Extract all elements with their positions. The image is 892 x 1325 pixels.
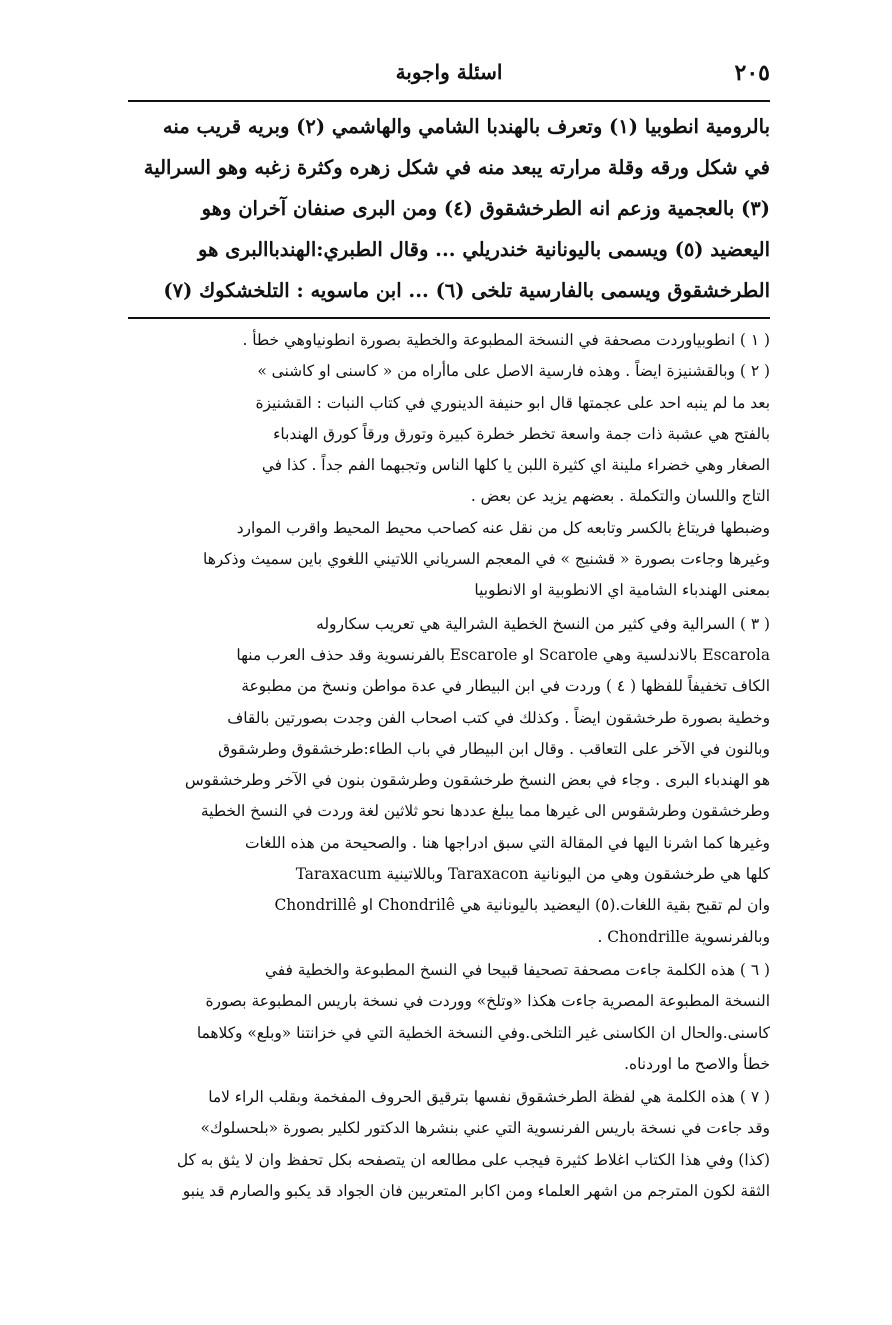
footnote-3 [128, 609, 770, 953]
main-text [128, 106, 770, 311]
footnote-line: خطأ والاصح ما اوردناه. [624, 1054, 770, 1073]
footnote-line: كاسنى.والحال ان الكاسنى غير التلخى.وفي النسخة الخطية التي في خزانتنا «وبلع» وكلاهما [196, 1023, 770, 1042]
footnote-separator [128, 317, 770, 319]
main-text-line: الطرخشقوق ويسمى بالفارسية تلخى (٦) ... ابن ماسويه : التلخشكوك (٧) [163, 279, 770, 302]
footnote-line: الصغار وهي خضراء ملينة اي كثيرة اللبن يا كلها الناس وتجبهما الفم جداً . كذا في [261, 456, 770, 475]
footnote-line: ( ١ ) انطوبياوردت مصحفة في النسخة المطبوعة والخطية بصورة انطونياوهي خطأ . [242, 331, 770, 349]
footnote-1 [128, 325, 770, 356]
footnote-line: النسخة المطبوعة المصرية جاءت هكذا «وتلخ» ووردت في نسخة باريس المطبوعة بصورة [205, 992, 770, 1011]
footnote-line: كلها هي طرخشقون وهي من اليونانية Taraxacon وباللاتينية Taraxacum [295, 865, 770, 884]
running-title: اسئلة واجوبة [395, 60, 503, 84]
footnote-2 [128, 356, 770, 606]
main-text-line: بالرومية انطوبيا (١) وتعرف بالهندبا الشامي والهاشمي (٢) وبريه قريب منه [162, 115, 770, 138]
footnote-line: وخطية بصورة طرخشقون ايضاً . وكذلك في كتب اصحاب الفن وجدت بصورتين بالقاف [227, 708, 770, 727]
footnote-line: ( ٦ ) هذه الكلمة جاءت مصحفة تصحيفا قبيحا في النسخ المطبوعة والخطية ففي [264, 960, 770, 979]
footnote-line: ( ٣ ) السرالية وفي كثير من النسخ الخطية الشرالية هي تعريب سكاروله [316, 614, 770, 633]
footnote-line: وغيرها كما اشرنا اليها في المقالة التي سبق ادراجها هنا . والصحيحة من هذه اللغات [244, 833, 770, 852]
main-text-line: في شكل ورقه وقلة مرارته يبعد منه في شكل زهره وكثرة زغبه وهو السرالية [143, 156, 770, 179]
footnote-line: بالفتح هي عشبة ذات جمة واسعة تخطر خطرة كبيرة وتورق ورقاً كورق الهندباء [273, 424, 770, 443]
footnote-line: الثقة لكون المترجم من اشهر العلماء ومن اكابر المتعربين فان الجواد قد يكبو والصارم قد ينبو [182, 1182, 770, 1201]
footnote-line: التاج واللسان والتكملة . بعضهم يزيد عن بعض . [470, 487, 770, 506]
footnote-line: الكاف تخفيفاً للفظها ( ٤ ) وردت في ابن البيطار في عدة مواطن ونسخ من مطبوعة [241, 677, 770, 696]
footnote-7 [128, 1082, 770, 1207]
footnote-line: وان لم تقبح بقية اللغات.(٥) اليعضيد باليونانية هي Chondrilê او Chondrillê [274, 896, 770, 915]
footnote-line: ( ٢ ) وبالقشنيزة ايضاً . وهذه فارسية الاصل على ماأراه من « كاسنى او كاشنى » [257, 362, 770, 381]
page-number: ٢٠٥ [734, 60, 770, 86]
footnote-line: وقد جاءت في نسخة باريس الفرنسوية التي عني بنشرها الدكتور لكلير بصورة «بلحسلوك» [200, 1119, 770, 1138]
footnote-6 [128, 955, 770, 1080]
footnote-line: وبالفرنسوية Chondrille . [597, 927, 770, 946]
main-text-line: اليعضيد (٥) ويسمى باليونانية خندريلي ... وقال الطبري:الهندباالبرى هو [198, 238, 770, 261]
footnote-line: بمعنى الهندباء الشامية اي الانطوبية او الانطوبيا [474, 581, 770, 600]
footnote-line: (كذا) وفي هذا الكتاب اغلاط كثيرة فيجب على مطالعه ان يتصفحه بكل تحفظ وان لا يثق به كل [176, 1150, 770, 1169]
page-header [128, 56, 770, 102]
footnote-line: وبالنون في الآخر على التعاقب . وقال ابن البيطار في باب الطاء:طرخشقوق وطرشقوق [218, 739, 770, 758]
footnote-line: وضبطها فريتاغ بالكسر وتابعه كل من نقل عنه كصاحب محيط المحيط واقرب الموارد [236, 518, 770, 537]
footnote-line: وغيرها وجاءت بصورة « قشنيج » في المعجم السرياني اللاتيني اللغوي باين سميث وذكرها [203, 550, 770, 569]
footnote-line: بعد ما لم ينبه احد على عجمتها قال ابو حنيفة الدينوري في كتاب النبات : القشنيزة [255, 393, 770, 412]
footnotes [128, 325, 770, 1207]
footnote-line: هو الهندباء البرى . وجاء في بعض النسخ طرخشقون وطرشقون بنون في الآخر وطرخشقوس [184, 771, 770, 790]
footnote-line: وطرخشقون وطرشقوس الى غيرها مما يبلغ عددها نحو ثلاثين لغة وردت في النسخ الخطية [200, 802, 770, 821]
main-text-line: (٣) بالعجمية وزعم انه الطرخشقوق (٤) ومن البرى صنفان آخران وهو [201, 197, 770, 220]
footnote-line: ( ٧ ) هذه الكلمة هي لفظة الطرخشقوق نفسها بترقيق الحروف المفخمة وبقلب الراء لاما [208, 1088, 770, 1107]
footnote-line: Escarola بالاندلسية وهي Scarole او Escarole بالفرنسوية وقد حذف العرب منها [236, 645, 770, 664]
